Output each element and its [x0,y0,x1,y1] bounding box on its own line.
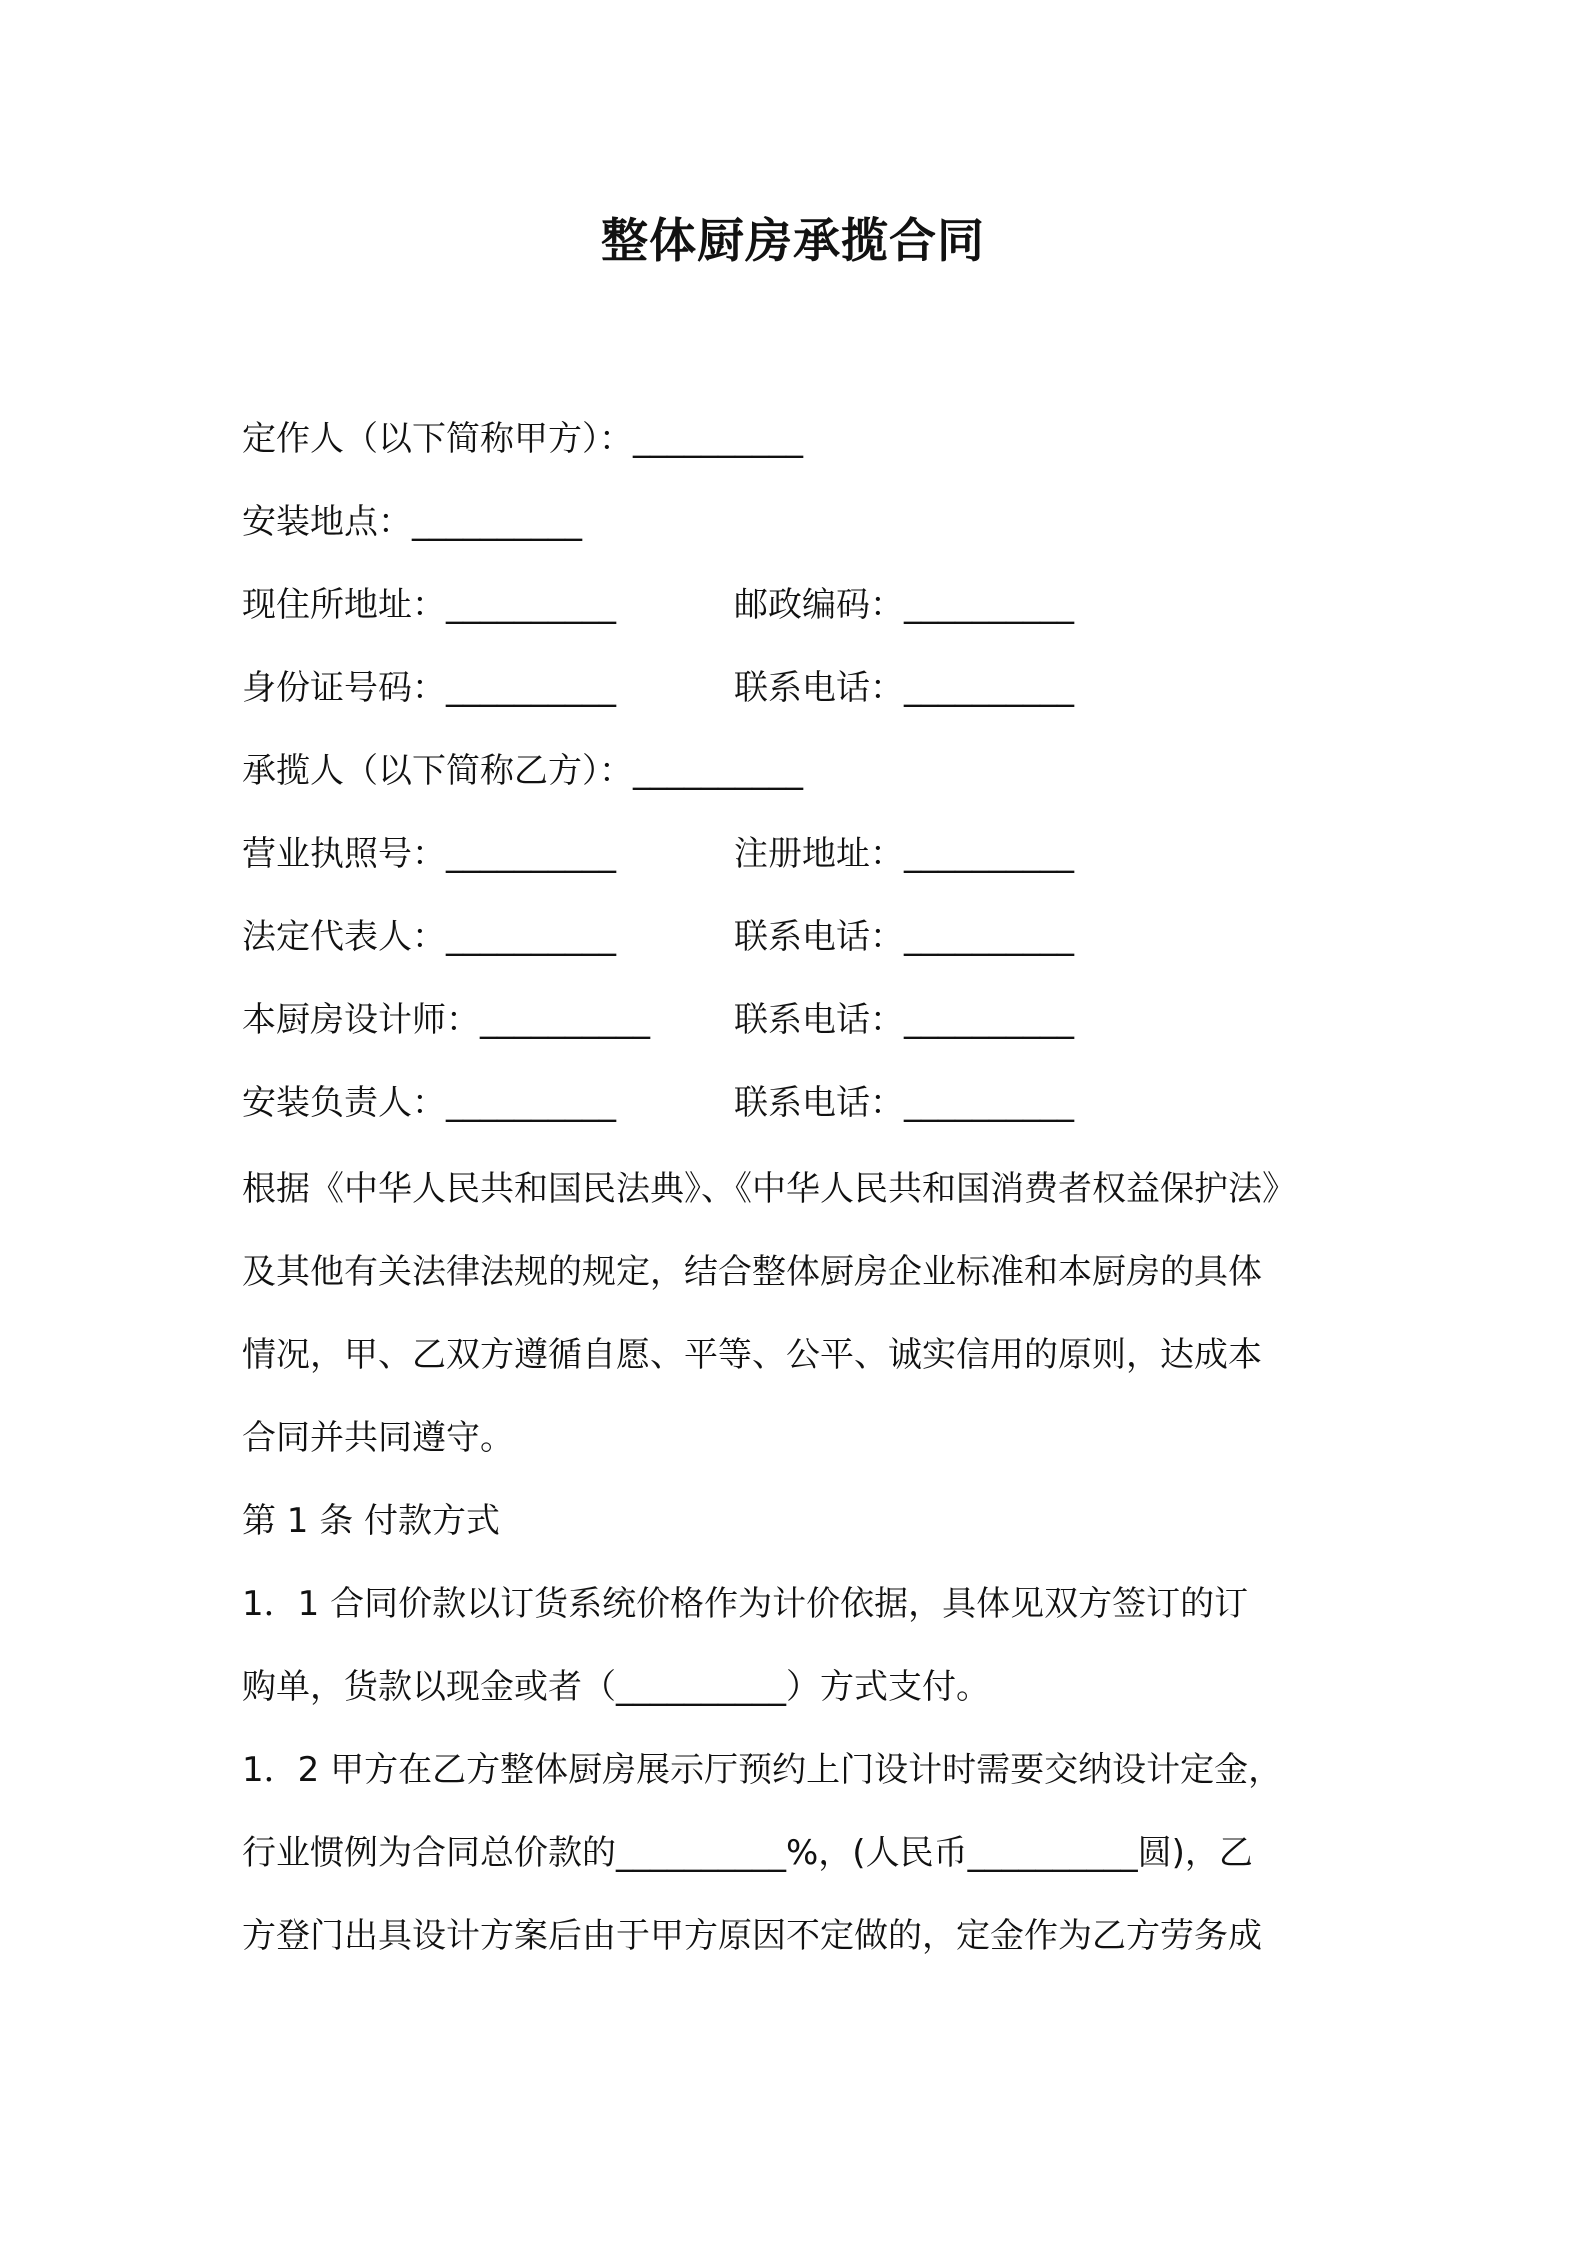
party-a-id-line: 身份证号码：__________ [242,668,616,708]
party-b-designer-line: 本厨房设计师：__________ [242,1000,650,1040]
party-b-designer-phone-line: 联系电话：__________ [734,1000,1074,1040]
party-b-install-manager-line: 安装负责人：__________ [242,1083,616,1123]
preamble-line-2: 及其他有关法律法规的规定，结合整体厨房企业标准和本厨房的具体 [242,1252,1262,1292]
install-location-line: 安装地点：__________ [242,502,582,542]
clause-1-2-line-1: 1．2 甲方在乙方整体厨房展示厅预约上门设计时需要交纳设计定金， [242,1750,1283,1790]
party-b-legal-rep-phone-line: 联系电话：__________ [734,917,1074,957]
clause-1-2-line-2: 行业惯例为合同总价款的__________%，(人民币__________圆)，乙 [242,1833,1253,1873]
party-b-license-line: 营业执照号：__________ [242,834,616,874]
document-title: 整体厨房承揽合同 [601,214,985,269]
clause-1-2-line-3: 方登门出具设计方案后由于甲方原因不定做的，定金作为乙方劳务成 [242,1916,1262,1956]
party-b-install-manager-phone-line: 联系电话：__________ [734,1083,1074,1123]
preamble-line-3: 情况，甲、乙双方遵循自愿、平等、公平、诚实信用的原则，达成本 [242,1335,1262,1375]
article-1-heading: 第 1 条 付款方式 [242,1501,501,1541]
party-a-phone-line: 联系电话：__________ [734,668,1074,708]
party-a-client-line: 定作人（以下简称甲方）：__________ [242,419,803,459]
clause-1-1-line-1: 1．1 合同价款以订货系统价格作为计价依据，具体见双方签订的订 [242,1584,1249,1624]
party-b-reg-address-line: 注册地址：__________ [734,834,1074,874]
party-a-address-line: 现住所地址：__________ [242,585,616,625]
party-b-contractor-line: 承揽人（以下简称乙方）：__________ [242,751,803,791]
party-a-postcode-line: 邮政编码：__________ [734,585,1074,625]
preamble-line-1: 根据《中华人民共和国民法典》、《中华人民共和国消费者权益保护法》 [242,1169,1296,1209]
preamble-line-4: 合同并共同遵守。 [242,1418,514,1458]
clause-1-1-line-2: 购单，货款以现金或者（__________）方式支付。 [242,1667,990,1707]
party-b-legal-rep-line: 法定代表人：__________ [242,917,616,957]
